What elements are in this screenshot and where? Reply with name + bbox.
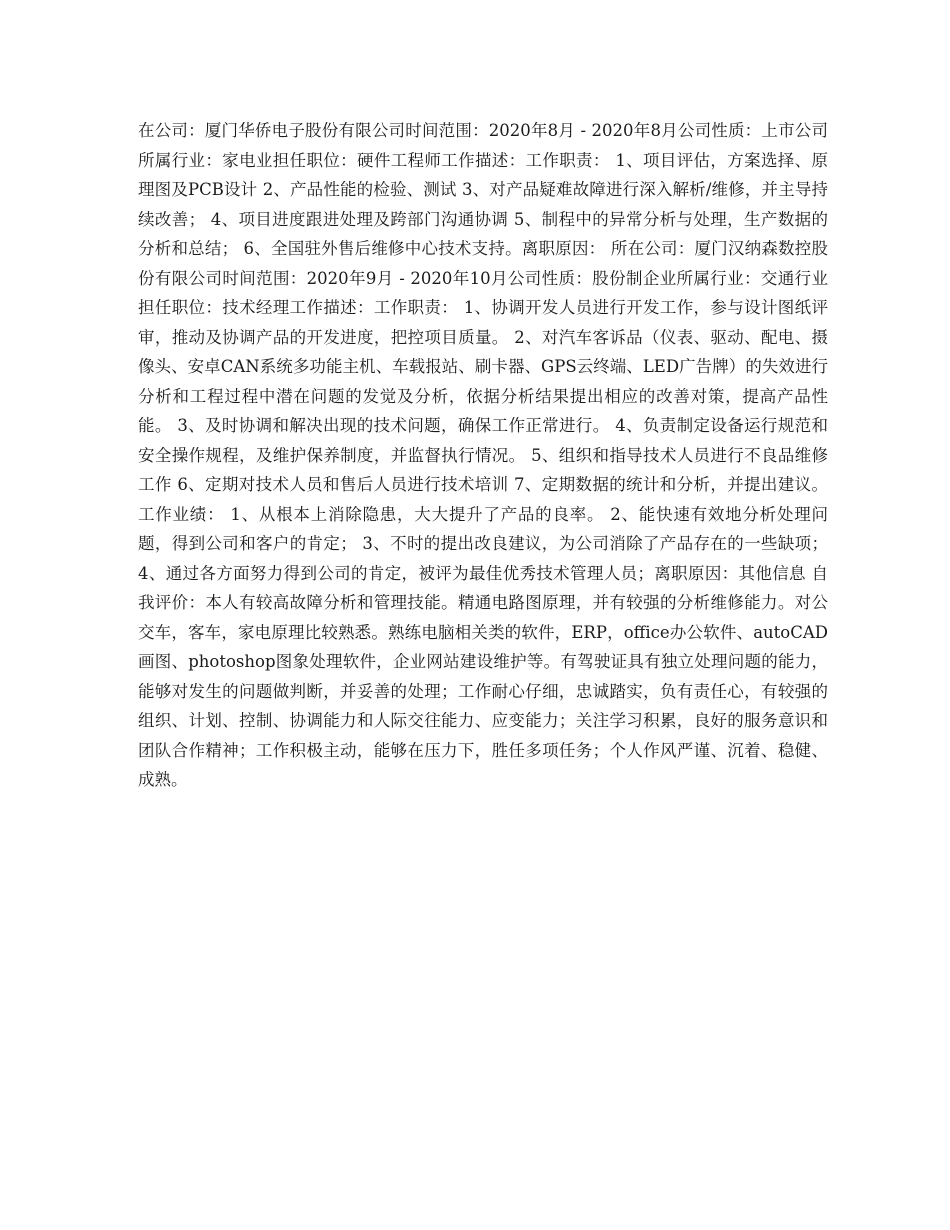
document-content [138, 116, 828, 795]
resume-body-paragraph: 在公司：厦门华侨电子股份有限公司时间范围：2020年8月 - 2020年8月公司性质：上市公司所属行业：家电业担任职位：硬件工程师工作描述：工作职责： 1、项目评估，方案选择、原理图及PCB设计 2、产品性能的检验、测试 3、对产品疑难故障进行深入解析/维修，并主导持续改善； 4、项目进度跟进处理及跨部门沟通协调 5、制程中的异常分析与处理，生产数据的分析和总结； 6、全国驻外售后维修中心技术支持。离职原因： 所在公司：厦门汉纳森数控股份有限公司时间范围：2020年9月 - 2020年10月公司性质：股份制企业所属行业：交通行业担任职位：技术经理工作描述：工作职责： 1、协调开发人员进行开发工作，参与设计图纸评审，推动及协调产品的开发进度，把控项目质量。 2、对汽车客诉品（仪表、驱动、配电、摄像头、安卓CAN系统多功能主机、车载报站、刷卡器、GPS云终端、LED广告牌）的失效进行分析和工程过程中潜在问题的发觉及分析，依据分析结果提出相应的改善对策，提高产品性能。 3、及时协调和解决出现的技术问题，确保工作正常进行。 4、负责制定设备运行规范和安全操作规程，及维护保养制度，并监督执行情况。 5、组织和指导技术人员进行不良品维修工作 6、定期对技术人员和售后人员进行技术培训 7、定期数据的统计和分析，并提出建议。 工作业绩： 1、从根本上消除隐患，大大提升了产品的良率。 2、能快速有效地分析处理问题，得到公司和客户的肯定； 3、不时的提出改良建议，为公司消除了产品存在的一些缺项； 4、通过各方面努力得到公司的肯定，被评为最佳优秀技术管理人员；离职原因：其他信息 自我评价：本人有较高故障分析和管理技能。精通电路图原理，并有较强的分析维修能力。对公交车，客车，家电原理比较熟悉。熟练电脑相关类的软件，ERP，office办公软件、autoCAD画图、photoshop图象处理软件，企业网站建设维护等。有驾驶证具有独立处理问题的能力，能够对发生的问题做判断，并妥善的处理；工作耐心仔细，忠诚踏实，负有责任心，有较强的组织、计划、控制、协调能力和人际交往能力、应变能力；关注学习积累，良好的服务意识和团队合作精神；工作积极主动，能够在压力下，胜任多项任务；个人作风严谨、沉着、稳健、成熟。 [138, 121, 828, 789]
